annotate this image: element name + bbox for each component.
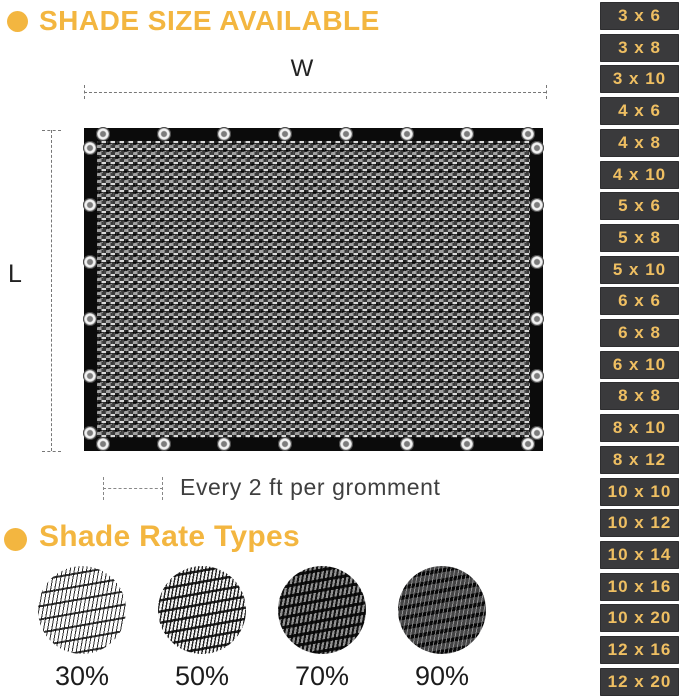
shade-net-illustration: [84, 128, 543, 451]
grommet-icon: [400, 437, 414, 451]
shade-size-heading: [7, 6, 380, 36]
grommet-icon: [339, 437, 353, 451]
size-option: 10 x 12: [600, 509, 679, 537]
grommet-icon: [460, 127, 474, 141]
size-option: 6 x 10: [600, 351, 679, 379]
size-option: 6 x 8: [600, 319, 679, 347]
size-option: 12 x 20: [600, 668, 679, 696]
size-option: 8 x 8: [600, 382, 679, 410]
shade-rate-swatch-50: [158, 566, 246, 654]
grommet-icon: [460, 437, 474, 451]
size-option: 5 x 10: [600, 256, 679, 284]
grommet-icon: [83, 198, 97, 212]
grommet-icon: [83, 369, 97, 383]
size-option: 4 x 6: [600, 97, 679, 125]
mesh-texture: [97, 141, 530, 438]
width-dimension-tick-right: [546, 85, 547, 99]
shade-rate-swatch-70: [278, 566, 366, 654]
grommet-icon: [217, 127, 231, 141]
size-option: 8 x 12: [600, 446, 679, 474]
length-dimension-label: L: [8, 260, 22, 288]
length-dimension-line: [51, 130, 52, 451]
grommet-icon: [96, 127, 110, 141]
size-option: 10 x 10: [600, 478, 679, 506]
width-dimension-tick-left: [84, 85, 85, 99]
shade-rate-swatch-90: [398, 566, 486, 654]
grommet-icon: [530, 255, 544, 269]
grommet-icon: [530, 141, 544, 155]
size-option: 10 x 14: [600, 541, 679, 569]
grommet-bracket-line: [103, 488, 163, 489]
shade-rate-label: 90%: [414, 661, 470, 691]
grommet-icon: [530, 198, 544, 212]
bullet-icon: [4, 528, 27, 551]
size-option: 4 x 8: [600, 129, 679, 157]
width-dimension-line: [84, 92, 546, 93]
size-option: 12 x 16: [600, 636, 679, 664]
grommet-icon: [83, 426, 97, 440]
width-dimension-label: W: [290, 55, 314, 82]
grommet-icon: [96, 437, 110, 451]
size-option: 3 x 10: [600, 65, 679, 93]
size-option: 3 x 6: [600, 2, 679, 30]
grommet-icon: [157, 437, 171, 451]
length-dimension-cap-bottom: [42, 451, 61, 452]
grommet-icon: [157, 127, 171, 141]
size-option-list: [600, 2, 679, 696]
shade-rate-label: 50%: [174, 661, 230, 691]
grommet-icon: [83, 141, 97, 155]
size-option: 4 x 10: [600, 161, 679, 189]
grommet-icon: [217, 437, 231, 451]
shade-rate-heading-label: Shade Rate Types: [39, 520, 301, 553]
grommet-icon: [83, 312, 97, 326]
grommet-icon: [83, 255, 97, 269]
grommet-icon: [530, 369, 544, 383]
size-option: 6 x 6: [600, 287, 679, 315]
grommet-icon: [339, 127, 353, 141]
grommet-icon: [530, 426, 544, 440]
grommet-icon: [530, 312, 544, 326]
size-option: 5 x 8: [600, 224, 679, 252]
size-option: 3 x 8: [600, 34, 679, 62]
grommet-icon: [278, 437, 292, 451]
grommet-icon: [278, 127, 292, 141]
shade-size-heading-label: SHADE SIZE AVAILABLE: [39, 5, 380, 36]
size-option: 5 x 6: [600, 192, 679, 220]
shade-rate-label: 30%: [54, 661, 110, 691]
bullet-icon: [7, 11, 28, 32]
shade-rate-label: 70%: [294, 661, 350, 691]
grommet-icon: [400, 127, 414, 141]
length-dimension-cap-top: [42, 130, 61, 131]
size-option: 10 x 16: [600, 573, 679, 601]
grommet-icon: [521, 127, 535, 141]
shade-rate-swatch-30: [38, 566, 126, 654]
size-option: 8 x 10: [600, 414, 679, 442]
size-option: 10 x 20: [600, 604, 679, 632]
shade-rate-heading: [4, 521, 300, 553]
grommet-note: Every 2 ft per gromment: [180, 474, 441, 500]
